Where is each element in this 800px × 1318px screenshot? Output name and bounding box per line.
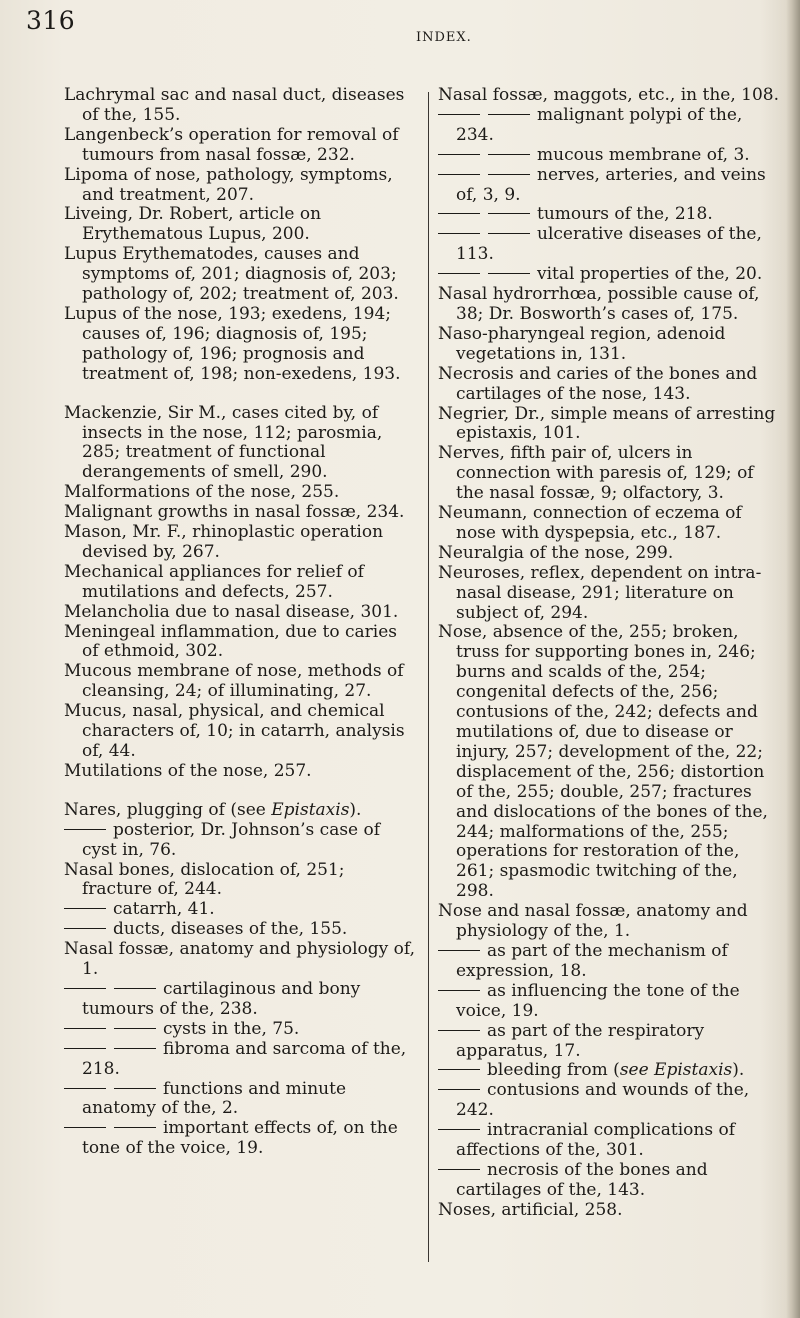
entry-text: Lupus of the nose, 193; exedens, 194; causes of, 196; diagnosis of, 195; pathology of, 196; prognosis and treatment of, 198; non-exedens, 193. <box>64 303 401 384</box>
entry-text: cysts in the, 75. <box>163 1018 300 1039</box>
entry-text: Langenbeck’s operation for removal of tumours from nasal fossæ, 232. <box>64 124 399 165</box>
entry-text: vital properties of the, 20. <box>537 264 763 285</box>
ditto-dash <box>64 908 106 909</box>
index-subentry <box>64 1119 416 1159</box>
entry-text: Mucus, nasal, physical, and chemical characters of, 10; in catarrh, analysis of, 44. <box>64 701 405 761</box>
entry-text: malignant polypi of the, 234. <box>456 104 743 145</box>
ditto-dash <box>64 1028 106 1029</box>
index-entry <box>438 405 780 445</box>
entry-text: contusions and wounds of the, 242. <box>456 1080 750 1121</box>
entry-text: Neumann, connection of eczema of nose with dyspepsia, etc., 187. <box>438 503 742 543</box>
index-entry <box>64 940 416 980</box>
ditto-dash <box>438 114 480 115</box>
cross-reference: see Epistaxis <box>619 1060 733 1081</box>
entry-text: Neuroses, reflex, dependent on intra-nasal disease, 291; literature on subject of, 294. <box>438 562 762 623</box>
cross-reference: Epistaxis <box>271 799 350 820</box>
entry-text: Necrosis and caries of the bones and cartilages of the nose, 143. <box>438 363 758 404</box>
index-subentry <box>438 1121 780 1161</box>
ditto-dash <box>438 1169 480 1170</box>
index-subentry <box>64 1040 416 1080</box>
ditto-dash <box>438 990 480 991</box>
index-entry <box>64 503 416 523</box>
ditto-dash <box>64 928 106 929</box>
index-entry <box>64 762 416 782</box>
entry-text: posterior, Dr. Johnson’s case of cyst in, 76. <box>82 819 381 860</box>
ditto-dash <box>64 829 106 830</box>
index-entry <box>64 523 416 563</box>
ditto-dash <box>438 1129 480 1130</box>
section-gap <box>64 385 416 404</box>
page-edge-shadow <box>786 0 800 1318</box>
index-column-left <box>64 86 416 1159</box>
index-subentry <box>438 1081 780 1121</box>
index-entry <box>64 404 416 484</box>
index-subentry <box>438 265 780 285</box>
entry-text: Nerves, fifth pair of, ulcers in connection with paresis of, 129; of the nasal fossæ, 9; olfactory, 3. <box>438 443 754 504</box>
entry-text: nerves, arteries, and veins of, 3, 9. <box>456 164 766 205</box>
entry-text: important effects of, on the tone of the voice, 19. <box>82 1118 398 1159</box>
entry-text: tumours of the, 218. <box>537 204 713 225</box>
index-subentry <box>438 146 780 166</box>
ditto-dash <box>438 1069 480 1070</box>
index-entry <box>64 86 416 126</box>
entry-text: Mucous membrane of nose, methods of cleansing, 24; of illuminating, 27. <box>64 661 404 702</box>
ditto-dash <box>488 273 530 274</box>
index-entry <box>438 285 780 325</box>
ditto-dash <box>64 988 106 989</box>
entry-text: intracranial complications of affections of the, 301. <box>456 1120 736 1161</box>
ditto-dash <box>114 1048 156 1049</box>
entry-text: Mason, Mr. F., rhinoplastic operation devised by, 267. <box>64 522 384 562</box>
ditto-dash <box>438 1089 480 1090</box>
index-entry <box>64 245 416 305</box>
ditto-dash <box>438 213 480 214</box>
index-subentry <box>438 1022 780 1062</box>
index-column-right <box>438 86 780 1221</box>
index-entry <box>64 702 416 762</box>
index-entry <box>438 1201 780 1221</box>
index-subentry <box>64 980 416 1020</box>
entry-text: Meningeal inflammation, due to caries of ethmoid, 302. <box>64 621 397 662</box>
entry-text: bleeding from ( <box>487 1060 620 1081</box>
index-entry <box>64 483 416 503</box>
index-subentry <box>64 920 416 940</box>
entry-text: Liveing, Dr. Robert, article on Erythematous Lupus, 200. <box>64 204 322 245</box>
index-subentry <box>438 106 780 146</box>
index-entry <box>64 126 416 166</box>
ditto-dash <box>488 174 530 175</box>
entry-text: fibroma and sarcoma of the, 218. <box>82 1038 407 1079</box>
index-subentry <box>438 166 780 206</box>
entry-text: Lupus Erythematodes, causes and symptoms of, 201; diagnosis of, 203; pathology of, 202; treatment of, 203. <box>64 244 399 305</box>
index-entry <box>438 623 780 902</box>
ditto-dash <box>438 1030 480 1031</box>
ditto-dash <box>114 1127 156 1128</box>
index-subentry <box>64 821 416 861</box>
index-entry <box>438 444 780 504</box>
ditto-dash <box>64 1048 106 1049</box>
ditto-dash <box>64 1127 106 1128</box>
ditto-dash <box>438 273 480 274</box>
column-divider <box>428 92 429 1262</box>
entry-text: functions and minute anatomy of the, 2. <box>82 1078 347 1119</box>
entry-text: Nasal fossæ, maggots, etc., in the, 108. <box>438 85 780 105</box>
entry-text: Nasal fossæ, anatomy and physiology of, 1. <box>64 939 415 980</box>
index-subentry <box>438 1161 780 1201</box>
ditto-dash <box>488 114 530 115</box>
ditto-dash <box>438 233 480 234</box>
index-subentry <box>64 1020 416 1040</box>
index-entry <box>438 325 780 365</box>
ditto-dash <box>438 174 480 175</box>
entry-text-tail: ). <box>732 1060 745 1081</box>
index-subentry <box>64 900 416 920</box>
entry-text: cartilaginous and bony tumours of the, 238. <box>82 978 361 1019</box>
index-entry <box>438 564 780 624</box>
entry-text: Nose and nasal fossæ, anatomy and physiology of the, 1. <box>438 901 748 942</box>
entry-text: Nares, plugging of (see <box>64 799 272 820</box>
entry-text: Noses, artificial, 258. <box>438 1199 623 1220</box>
entry-text: Nasal bones, dislocation of, 251; fracture of, 244. <box>64 859 345 900</box>
entry-text: as influencing the tone of the voice, 19. <box>456 980 740 1021</box>
entry-text: Malignant growths in nasal fossæ, 234. <box>64 502 405 523</box>
section-gap <box>64 782 416 801</box>
ditto-dash <box>114 988 156 989</box>
index-entry <box>438 544 780 564</box>
entry-text: Naso-pharyngeal region, adenoid vegetations in, 131. <box>438 323 726 364</box>
entry-text: Lipoma of nose, pathology, symptoms, and treatment, 207. <box>64 164 393 205</box>
entry-text: as part of the mechanism of expression, 18. <box>456 940 728 981</box>
entry-text: necrosis of the bones and cartilages of the, 143. <box>456 1159 708 1200</box>
ditto-dash <box>438 950 480 951</box>
index-subentry <box>64 1080 416 1120</box>
running-head: INDEX. <box>416 30 472 45</box>
index-entry <box>64 861 416 901</box>
entry-text: Nasal hydrorrhœa, possible cause of, 38; Dr. Bosworth’s cases of, 175. <box>438 284 760 324</box>
index-subentry <box>438 205 780 225</box>
entry-text: ducts, diseases of the, 155. <box>113 919 348 940</box>
index-entry <box>64 166 416 206</box>
entry-text-tail: ). <box>349 799 362 820</box>
index-entry <box>64 305 416 385</box>
ditto-dash <box>114 1088 156 1089</box>
index-entry <box>64 205 416 245</box>
entry-text: Neuralgia of the nose, 299. <box>438 542 674 563</box>
ditto-dash <box>114 1028 156 1029</box>
entry-text: Melancholia due to nasal disease, 301. <box>64 601 399 622</box>
index-subentry <box>438 942 780 982</box>
index-entry <box>64 801 416 821</box>
index-entry <box>438 365 780 405</box>
entry-text: Negrier, Dr., simple means of arresting epistaxis, 101. <box>438 403 776 444</box>
index-entry <box>438 902 780 942</box>
index-entry <box>64 662 416 702</box>
ditto-dash <box>488 233 530 234</box>
entry-text: as part of the respiratory apparatus, 17. <box>456 1020 705 1061</box>
entry-text: catarrh, 41. <box>113 899 215 920</box>
entry-text: mucous membrane of, 3. <box>537 144 750 165</box>
entry-text: ulcerative diseases of the, 113. <box>456 224 762 265</box>
index-subentry <box>438 225 780 265</box>
index-entry <box>64 603 416 623</box>
entry-text: Nose, absence of the, 255; broken, truss for supporting bones in, 246; burns and scalds of the, 254; congenital defects of the, 256; contusions of the, 242; defects and mutilations of, due to disease or injury, 257; development of the, 22; displacement of the, 256; distortion of the, 255; double, 257; fractures and dislocations of the bones of the, 244; malformations of the, 255; operations for restoration of the, 261; spasmodic twitching of the, 298. <box>438 622 768 902</box>
index-entry <box>64 563 416 603</box>
entry-text: Mackenzie, Sir M., cases cited by, of insects in the nose, 112; parosmia, 285; treatment of functional derangements of smell, 290. <box>64 402 383 483</box>
entry-text: Mutilations of the nose, 257. <box>64 760 312 781</box>
index-entry <box>64 623 416 663</box>
ditto-dash <box>488 154 530 155</box>
index-subentry <box>438 982 780 1022</box>
ditto-dash <box>64 1088 106 1089</box>
index-subentry <box>438 1061 780 1081</box>
page-number: 316 <box>26 6 76 35</box>
entry-text: Malformations of the nose, 255. <box>64 482 340 503</box>
ditto-dash <box>438 154 480 155</box>
index-entry <box>438 86 780 106</box>
index-entry <box>438 504 780 544</box>
ditto-dash <box>488 213 530 214</box>
entry-text: Mechanical appliances for relief of mutilations and defects, 257. <box>64 561 364 602</box>
entry-text: Lachrymal sac and nasal duct, diseases of the, 155. <box>64 85 405 125</box>
